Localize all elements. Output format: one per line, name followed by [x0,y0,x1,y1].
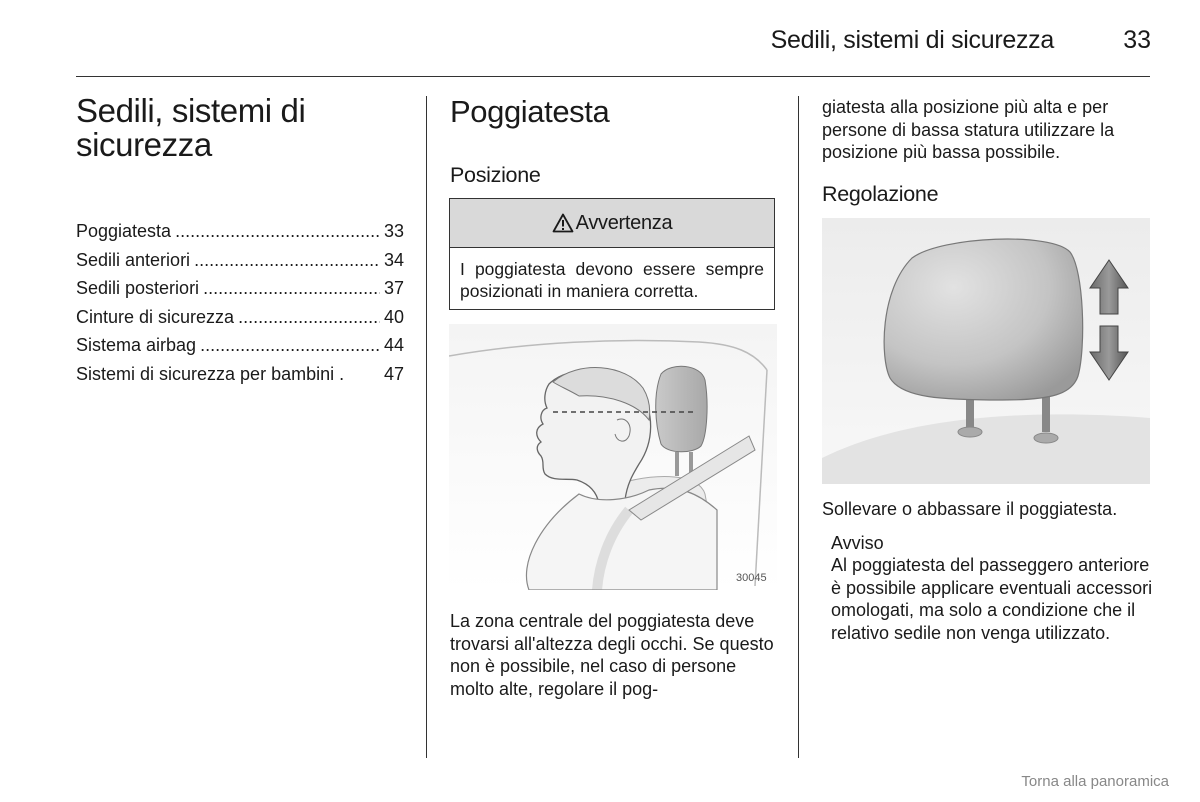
toc-entry-page: 44 [383,335,404,356]
warning-title: Avvertenza [575,211,673,234]
toc-entry-label: Poggiatesta [76,221,172,241]
toc-leader-dots [194,250,380,271]
section-title: Poggiatesta [450,94,610,129]
running-header-title: Sedili, sistemi di sicurezza [770,26,1054,54]
subheading-adjustment: Regolazione [822,182,939,206]
toc-entry-sedili-anteriori[interactable] [76,250,404,279]
column-divider-left [426,96,427,758]
header-divider [76,76,1150,77]
toc-leader-dots [238,307,380,328]
toc-leader-dots [175,221,380,242]
toc-entry-cinture[interactable] [76,307,404,336]
toc-entry-poggiatesta[interactable] [76,221,404,250]
toc-entry-label: Sistema airbag [76,335,197,356]
warning-triangle-icon [552,213,574,233]
figure-number: 30045 [736,572,767,584]
note-title: Avviso [831,533,884,553]
continued-paragraph: giatesta alla posizione più alta e per persone di bassa statura utilizzare la posizione più bassa possibile. [822,97,1115,162]
chapter-title: Sedili, sistemi di sicurezza [76,92,306,163]
toc-entry-bambini[interactable] [76,364,404,393]
body-paragraph: La zona centrale del poggiatesta deve trovarsi all'altezza degli occhi. Se questo non è possibile, nel caso di persone molto alte, regolare il pog- [450,611,774,699]
warning-header [450,199,774,248]
headrest-position-illustration [449,324,777,590]
page-number: 33 [1123,26,1151,54]
subheading-position: Posizione [450,163,541,187]
toc-entry-airbag[interactable] [76,335,404,364]
toc-entry-label: Sedili anteriori [76,249,191,270]
adjustment-instruction: Sollevare o abbassare il poggiatesta. [822,499,1118,519]
note-text: Al poggiatesta del passeggero anteriore è possibile applicare eventuali accessori omologati, ma solo a condizione che il relativo sedile non venga utilizzato. [831,555,1153,643]
headrest-adjustment-illustration [822,218,1150,484]
warning-text: I poggiatesta devono essere sempre posizionati in maniera corretta. [460,259,764,301]
toc-entry-label: Sedili posteriori [76,278,200,299]
toc-leader-dots [200,335,380,356]
toc-entry-page: 47 [383,363,404,384]
toc-entry-page: 34 [383,249,404,270]
back-to-overview-link[interactable]: Torna alla panoramica [1021,773,1169,790]
toc-entry-sedili-posteriori[interactable] [76,278,404,307]
toc-entry-label: Sistemi di sicurezza per bambini . [76,363,345,384]
toc-entry-label: Cinture di sicurezza [76,306,235,327]
table-of-contents [76,221,404,393]
toc-entry-page: 33 [383,221,404,241]
toc-entry-page: 37 [383,278,404,299]
warning-box [449,198,775,310]
column-divider-right [798,96,799,758]
toc-leader-dots [203,278,380,299]
toc-entry-page: 40 [383,306,404,327]
